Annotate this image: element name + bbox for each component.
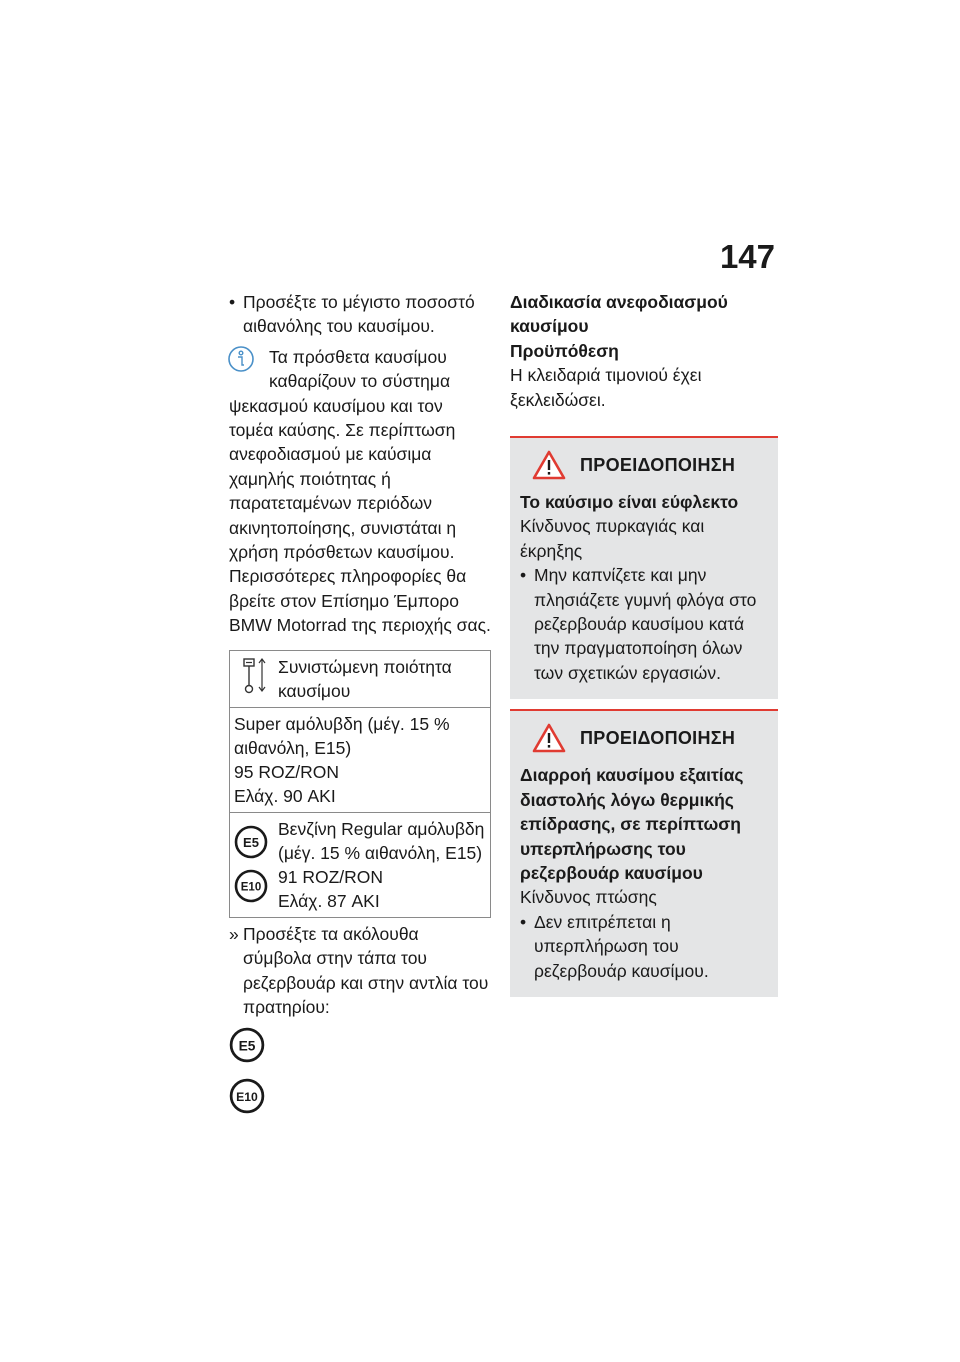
bullet-mark: • [229, 292, 236, 312]
warning-bullet-text: Δεν επιτρέπεται η υπερπλήρωση του ρεζερβουάρ καυσίμου. [534, 911, 709, 981]
warning-box-overflow [510, 709, 778, 997]
e10-badge-icon [234, 869, 268, 903]
warning-risk: Κίνδυνος πτώσης [520, 887, 657, 908]
e5-symbol-icon [229, 1027, 265, 1063]
ethanol-bullet-text: Προσέξτε το μέγιστο ποσοστό αιθανόλης του καυσίμου. [243, 292, 475, 337]
regular-line1: Βενζίνη Regular αμόλυβδη (μέγ. 15 % αιθανόλη, E15) [278, 818, 485, 863]
warning-title: Το καύσιμο είναι εύφλεκτο [520, 492, 739, 513]
left-column [229, 290, 491, 1114]
precondition-heading: Προϋπόθεση [510, 340, 619, 361]
e10-symbol-label: E10 [236, 1090, 258, 1105]
warning-label: ΠΡΟΕΙΔΟΠΟΙΗΣΗ [580, 727, 736, 748]
note-first-lines: Τα πρόσθετα καυσίμου καθαρίζουν το σύστημα [269, 346, 451, 392]
table-header: Συνιστώμενη ποιότητα καυσίμου [278, 656, 452, 701]
super-line1: Super αμόλυβδη (μέγ. 15 % [234, 713, 450, 734]
page-number: 147 [719, 238, 775, 275]
precondition-text: Η κλειδαριά τιμονιού έχει ξεκλειδώσει. [510, 365, 702, 410]
ethanol-bullet [229, 290, 491, 339]
regular-line2: 91 ROZ/RON [278, 866, 384, 887]
fuel-quality-table [229, 650, 491, 918]
table-header-row [230, 650, 491, 707]
warning-triangle-icon [532, 723, 566, 753]
table-row [230, 707, 491, 812]
bullet-mark: • [520, 565, 527, 586]
warning-risk: Κίνδυνος πυρκαγιάς και έκρηξης [520, 516, 705, 561]
ethanol-symbols [229, 1027, 491, 1114]
warning-label: ΠΡΟΕΙΔΟΠΟΙΗΣΗ [580, 454, 736, 475]
e10-badge-label: E10 [240, 881, 262, 894]
bullet-mark: • [520, 911, 527, 932]
warning-box-fire [510, 436, 778, 699]
symbols-instruction [229, 922, 491, 1020]
e5-badge-label: E5 [243, 834, 259, 850]
ethanol-badges [234, 817, 272, 913]
fuel-pump-icon [234, 655, 272, 695]
note-rest: ψεκασμού καυσίμου και τον τομέα καύσης. Σε περίπτωση ανεφοδιασμού με καύσιμα χαμηλής ποιότητας ή παρατεταμένων περιόδων ακινητοποίησης, συνιστάται η χρήση πρόσθετων καυσίμου. Περισσότερες πληροφορίες θα βρείτε στον Επίσημο Έμπορο BMW Motorrad της περιοχής σας. [229, 395, 491, 636]
additive-note [229, 345, 491, 638]
instruction-mark: » [229, 923, 239, 944]
super-line4: Ελάχ. 90 AKI [234, 785, 336, 806]
e5-symbol-label: E5 [238, 1038, 256, 1054]
regular-line3: Ελάχ. 87 AKI [278, 890, 380, 911]
symbols-instruction-text: Προσέξτε τα ακόλουθα σύμβολα στην τάπα του ρεζερβουάρ και στην αντλία του πρατηρίου: [243, 923, 489, 1017]
super-line3: 95 ROZ/RON [234, 761, 340, 782]
warning-title: Διαρροή καυσίμου εξαιτίας διαστολής λόγω θερμικής επίδρασης, σε περίπτωση υπερπλήρωσης του ρεζερβουάρ καυσίμου [520, 765, 744, 883]
e5-badge-icon [234, 825, 268, 859]
e10-symbol-icon [229, 1078, 265, 1114]
warning-bullet [520, 563, 766, 685]
info-note-icon [227, 345, 255, 373]
section-heading: Διαδικασία ανεφοδιασμού καυσίμου [510, 292, 728, 337]
warning-triangle-icon [532, 450, 566, 480]
super-line2: αιθανόλη, E15) [234, 737, 352, 758]
warning-bullet-text: Μην καπνίζετε και μην πλησιάζετε γυμνή φλόγα στο ρεζερβουάρ καυσίμου κατά την πραγματοποίηση όλων των σχετικών εργασιών. [534, 565, 757, 683]
warning-bullet [520, 910, 766, 983]
right-column [510, 290, 778, 997]
table-row [230, 812, 491, 917]
